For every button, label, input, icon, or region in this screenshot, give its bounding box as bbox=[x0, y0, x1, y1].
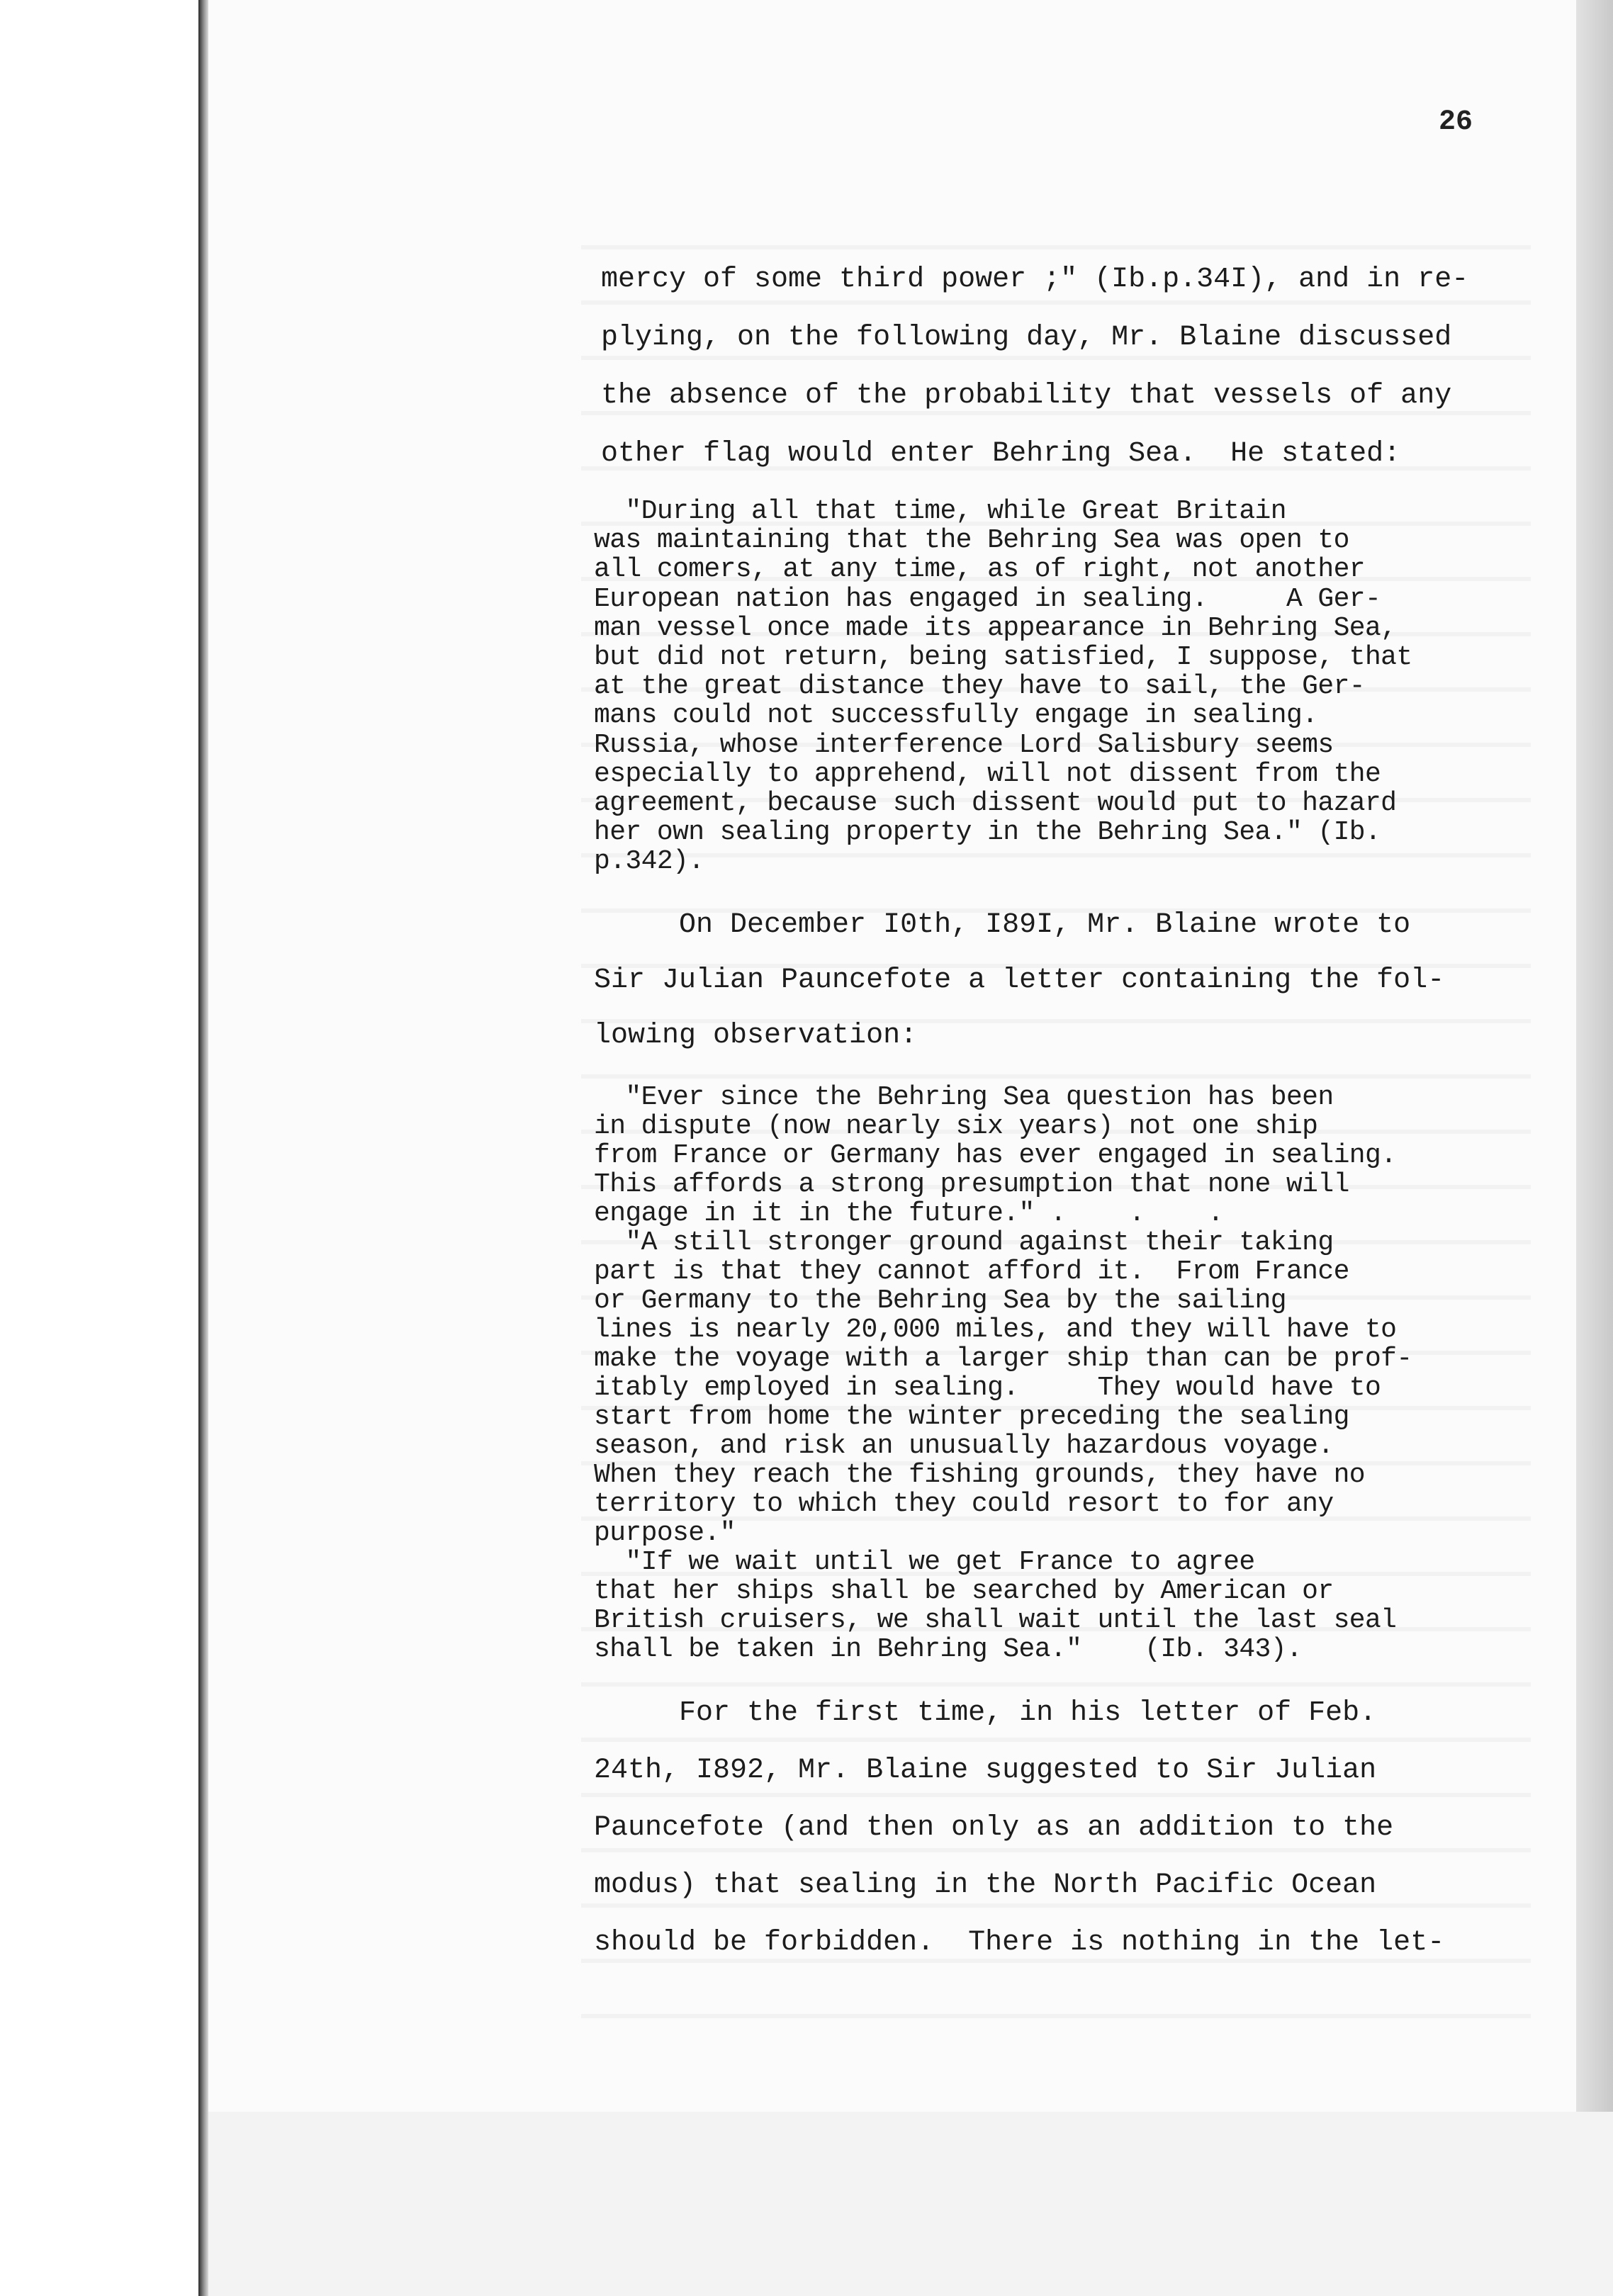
text-line: in dispute (now nearly six years) not one ship bbox=[594, 1111, 1318, 1142]
text-line: "Ever since the Behring Sea question has been bbox=[594, 1082, 1334, 1113]
text-line: other flag would enter Behring Sea. He stated: bbox=[601, 438, 1401, 470]
text-line: European nation has engaged in sealing. A Ger- bbox=[594, 583, 1381, 614]
left-margin bbox=[0, 0, 200, 2296]
text-line: agreement, because such dissent would put to hazard bbox=[594, 788, 1397, 818]
text-line: When they reach the fishing grounds, they have no bbox=[594, 1460, 1365, 1490]
page-bottom-shadow bbox=[208, 2112, 1613, 2296]
text-line: p.342). bbox=[594, 846, 704, 877]
text-line: Pauncefote (and then only as an addition to the bbox=[594, 1812, 1394, 1844]
text-line: This affords a strong presumption that none will bbox=[594, 1169, 1349, 1200]
text-line: especially to apprehend, will not dissent from the bbox=[594, 758, 1381, 789]
text-line: all comers, at any time, as of right, not another bbox=[594, 554, 1365, 585]
text-line: that her ships shall be searched by American or bbox=[594, 1576, 1334, 1606]
text-line: start from home the winter preceding the sealing bbox=[594, 1402, 1349, 1432]
text-line: the absence of the probability that vessels of any bbox=[601, 380, 1452, 412]
text-line: plying, on the following day, Mr. Blaine discussed bbox=[601, 322, 1452, 354]
text-line: at the great distance they have to sail, the Ger- bbox=[594, 671, 1365, 702]
text-line: lines is nearly 20,000 miles, and they will have to bbox=[594, 1315, 1397, 1345]
text-line: purpose." bbox=[594, 1518, 736, 1548]
text-line: mans could not successfully engage in sealing. bbox=[594, 700, 1318, 731]
page-number: 26 bbox=[1439, 106, 1473, 138]
text-line: shall be taken in Behring Sea." (Ib. 343). bbox=[594, 1634, 1303, 1665]
text-line: lowing observation: bbox=[594, 1020, 918, 1052]
text-line: territory to which they could resort to for any bbox=[594, 1489, 1334, 1519]
text-line: For the first time, in his letter of Feb. bbox=[594, 1697, 1377, 1729]
text-line: "During all that time, while Great Britain bbox=[594, 496, 1286, 527]
right-page-edge bbox=[1576, 0, 1613, 2112]
text-line: Russia, whose interference Lord Salisbury seems bbox=[594, 729, 1334, 760]
text-line: Sir Julian Pauncefote a letter containing the fol- bbox=[594, 964, 1445, 996]
text-line: from France or Germany has ever engaged in sealing. bbox=[594, 1140, 1397, 1171]
text-line: 24th, I892, Mr. Blaine suggested to Sir Julian bbox=[594, 1755, 1377, 1786]
text-line: make the voyage with a larger ship than can be prof- bbox=[594, 1344, 1412, 1374]
text-line: "A still stronger ground against their taking bbox=[594, 1227, 1334, 1258]
text-line: but did not return, being satisfied, I suppose, that bbox=[594, 642, 1412, 673]
text-line: On December I0th, I89I, Mr. Blaine wrote to bbox=[594, 909, 1411, 941]
text-line: British cruisers, we shall wait until the last seal bbox=[594, 1605, 1397, 1636]
text-line: season, and risk an unusually hazardous voyage. bbox=[594, 1431, 1334, 1461]
text-line: mercy of some third power ;" (Ib.p.34I), and in re- bbox=[601, 264, 1469, 296]
text-line: should be forbidden. There is nothing in the let- bbox=[594, 1927, 1445, 1959]
text-line: itably employed in sealing. They would have to bbox=[594, 1373, 1381, 1403]
text-line: "If we wait until we get France to agree bbox=[594, 1547, 1255, 1577]
text-line: man vessel once made its appearance in Behring Sea, bbox=[594, 612, 1397, 643]
text-line: was maintaining that the Behring Sea was open to bbox=[594, 525, 1349, 556]
binding-shadow bbox=[198, 0, 208, 2296]
text-line: part is that they cannot afford it. From France bbox=[594, 1256, 1349, 1287]
text-line: her own sealing property in the Behring Sea." (Ib. bbox=[594, 817, 1381, 848]
text-line: or Germany to the Behring Sea by the sailing bbox=[594, 1285, 1286, 1316]
text-line: modus) that sealing in the North Pacific Ocean bbox=[594, 1869, 1377, 1901]
text-line: engage in it in the future." . . . bbox=[594, 1198, 1224, 1229]
